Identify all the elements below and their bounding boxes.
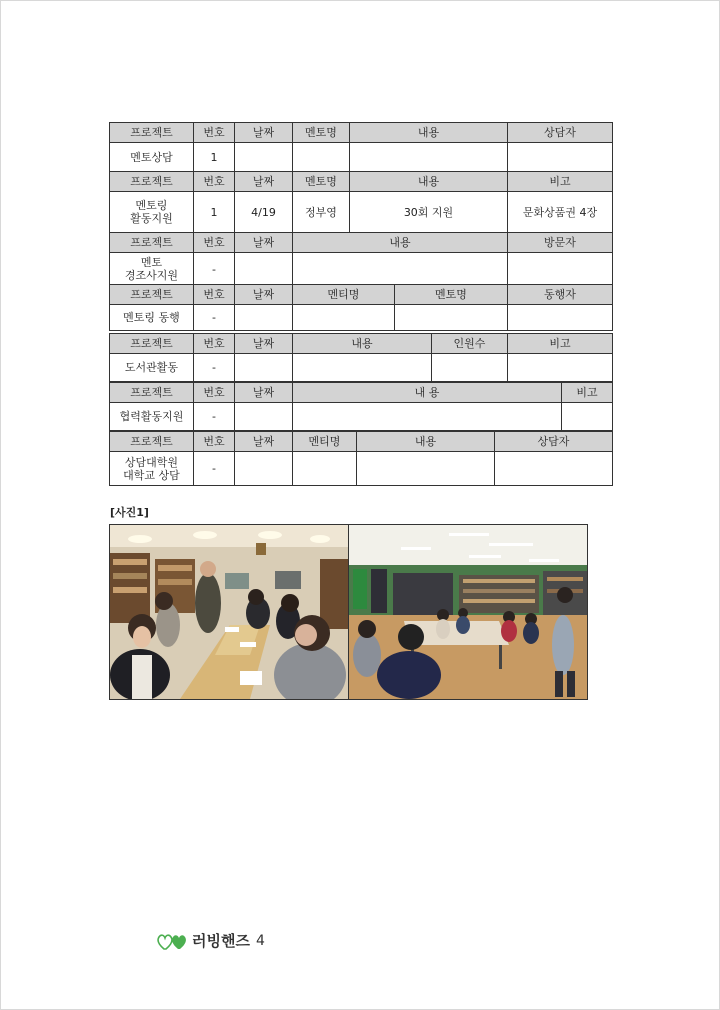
table-header-cell: 날짜: [235, 172, 293, 192]
table-cell: [293, 253, 508, 286]
table-header-cell: 날짜: [235, 285, 293, 305]
table-header-cell: 비고: [562, 383, 613, 403]
table-row: [110, 452, 613, 486]
table-header-cell: 날짜: [235, 383, 293, 403]
table-row: [110, 305, 613, 331]
table-row: [110, 403, 613, 431]
table-header-cell: 날짜: [235, 233, 293, 253]
table-header-cell: 멘토명: [293, 172, 350, 192]
table-header-cell: 상담자: [508, 123, 613, 143]
meeting-room-photo: [110, 525, 348, 699]
table-cell: [508, 143, 613, 172]
table-cell: 멘토링 동행: [110, 305, 194, 331]
table-header-row: [110, 233, 613, 253]
table-row: [110, 354, 613, 382]
table-header-cell: 날짜: [235, 432, 293, 452]
photo-strip: [109, 524, 588, 700]
table-cell: [293, 403, 562, 431]
table-header-cell: 번호: [194, 233, 235, 253]
table-cell: [293, 143, 350, 172]
table-cell: -: [194, 354, 235, 382]
table-cell: [235, 403, 293, 431]
table-header-row: [110, 123, 613, 143]
table-header-cell: 비고: [508, 334, 613, 354]
table-cell: 멘토링 활동지원: [110, 192, 194, 233]
table-row: [110, 253, 613, 286]
page-number: 4: [255, 932, 265, 949]
table-cell: [293, 452, 357, 486]
photo-caption: [사진1]: [110, 506, 149, 519]
table-header-cell: 인원수: [432, 334, 508, 354]
table-header-cell: 번호: [194, 123, 235, 143]
table-cell: [350, 143, 508, 172]
table-header-cell: 멘토명: [395, 285, 508, 305]
table-header-cell: 내 용: [293, 383, 562, 403]
footer-brand: 러빙핸즈: [192, 932, 250, 950]
table-cell: 30회 지원: [350, 192, 508, 233]
table-header-row: [110, 334, 613, 354]
table-header-cell: 프로젝트: [110, 172, 194, 192]
table-header-cell: 번호: [194, 172, 235, 192]
library-room-photo: [349, 525, 587, 699]
table-header-cell: 프로젝트: [110, 334, 194, 354]
table-cell: 멘토상담: [110, 143, 194, 172]
table-header-cell: 프로젝트: [110, 123, 194, 143]
table-cell: 상담대학원 대학교 상담: [110, 452, 194, 486]
photo-library-room: [348, 525, 587, 699]
table-cell: [495, 452, 613, 486]
table-cell: [562, 403, 613, 431]
table-header-cell: 내용: [293, 233, 508, 253]
table-cell: [235, 354, 293, 382]
activity-table: [109, 284, 613, 331]
table-cell: [235, 253, 293, 286]
table-row: [110, 192, 613, 233]
table-header-cell: 내용: [350, 172, 508, 192]
two-hearts-logo-icon: [156, 932, 190, 950]
activity-table: [109, 122, 613, 172]
table-header-cell: 번호: [194, 334, 235, 354]
table-cell: 협력활동지원: [110, 403, 194, 431]
table-header-cell: 내용: [350, 123, 508, 143]
footer: [156, 930, 265, 951]
table-header-cell: 날짜: [235, 123, 293, 143]
table-header-cell: 멘티명: [293, 432, 357, 452]
table-cell: [432, 354, 508, 382]
table-cell: [357, 452, 495, 486]
table-cell: 도서관활동: [110, 354, 194, 382]
table-cell: [508, 253, 613, 286]
table-header-cell: 번호: [194, 383, 235, 403]
table-header-cell: 번호: [194, 285, 235, 305]
table-header-row: [110, 172, 613, 192]
table-header-cell: 멘토명: [293, 123, 350, 143]
table-cell: [293, 354, 432, 382]
table-header-row: [110, 432, 613, 452]
table-header-cell: 프로젝트: [110, 285, 194, 305]
table-cell: -: [194, 452, 235, 486]
table-header-cell: 상담자: [495, 432, 613, 452]
table-header-cell: 동행자: [508, 285, 613, 305]
photo-meeting-room: [110, 525, 348, 699]
table-cell: [293, 305, 395, 331]
table-cell: 정부영: [293, 192, 350, 233]
table-header-cell: 날짜: [235, 334, 293, 354]
table-header-cell: 멘티명: [293, 285, 395, 305]
table-cell: [235, 143, 293, 172]
table-cell: 1: [194, 143, 235, 172]
table-header-cell: 비고: [508, 172, 613, 192]
table-header-row: [110, 285, 613, 305]
table-cell: [235, 305, 293, 331]
table-header-cell: 프로젝트: [110, 432, 194, 452]
table-cell: 문화상품권 4장: [508, 192, 613, 233]
table-cell: 멘토 경조사지원: [110, 253, 194, 286]
table-cell: [235, 452, 293, 486]
activity-table: [109, 171, 613, 233]
table-header-cell: 내용: [293, 334, 432, 354]
table-cell: [508, 305, 613, 331]
table-header-cell: 프로젝트: [110, 383, 194, 403]
table-cell: [395, 305, 508, 331]
table-cell: 4/19: [235, 192, 293, 233]
table-cell: -: [194, 305, 235, 331]
table-header-cell: 내용: [357, 432, 495, 452]
table-header-cell: 프로젝트: [110, 233, 194, 253]
activity-table: [109, 333, 613, 382]
table-cell: -: [194, 403, 235, 431]
activity-table: [109, 232, 613, 286]
table-row: [110, 143, 613, 172]
activity-table: [109, 431, 613, 486]
activity-table: [109, 382, 613, 431]
table-header-row: [110, 383, 613, 403]
table-header-cell: 번호: [194, 432, 235, 452]
table-cell: [508, 354, 613, 382]
table-header-cell: 방문자: [508, 233, 613, 253]
table-cell: -: [194, 253, 235, 286]
table-cell: 1: [194, 192, 235, 233]
